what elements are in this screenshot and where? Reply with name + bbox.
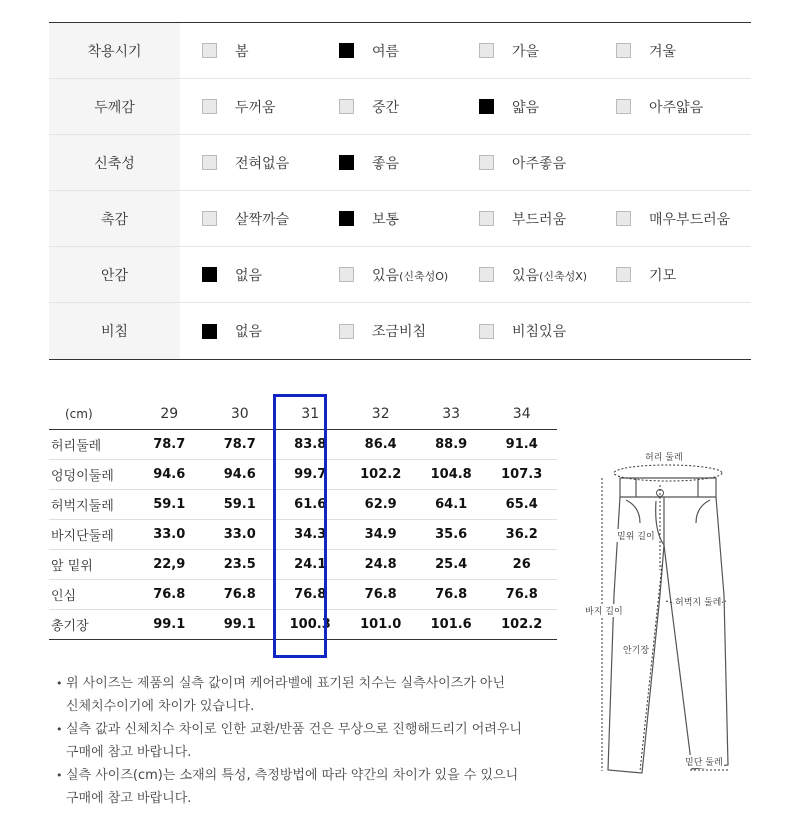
table-row bbox=[49, 609, 557, 639]
measurement-value: 33.0 bbox=[223, 526, 256, 542]
measurement-value: 65.4 bbox=[505, 496, 538, 512]
note-line: • 실측 값과 신체치수 차이로 인한 교환/반품 건은 무상으로 진행해드리기 어려우니 bbox=[66, 722, 522, 737]
unchecked-box-icon bbox=[339, 267, 354, 282]
measurement-name: 바지단둘레 bbox=[51, 528, 114, 544]
inseam-label: 안기장 bbox=[622, 643, 650, 656]
unchecked-box-icon bbox=[616, 43, 631, 58]
measurement-value: 33.0 bbox=[153, 526, 186, 542]
measurement-name: 엉덩이둘레 bbox=[51, 468, 114, 484]
waist-label: 허리 둘레 bbox=[644, 450, 684, 463]
attribute-option bbox=[202, 191, 289, 246]
measurement-value: 78.7 bbox=[223, 436, 256, 452]
measurement-value: 99.1 bbox=[153, 616, 186, 632]
attribute-options bbox=[180, 191, 751, 246]
measurement-value: 59.1 bbox=[223, 496, 256, 512]
attribute-row bbox=[49, 79, 751, 135]
option-label: 전혀없음 bbox=[235, 155, 290, 172]
attribute-row bbox=[49, 303, 751, 359]
checked-box-icon bbox=[202, 324, 217, 339]
attribute-row bbox=[49, 23, 751, 79]
option-label: 봄 bbox=[235, 43, 249, 60]
option-label: 부드러움 bbox=[512, 211, 567, 228]
option-label: 비침있음 bbox=[512, 324, 567, 340]
note-line: 신체치수이기에 차이가 있습니다. bbox=[66, 699, 255, 714]
measurement-value: 61.6 bbox=[294, 496, 327, 512]
measurement-value: 101.0 bbox=[360, 616, 402, 632]
attribute-option bbox=[479, 303, 566, 359]
attribute-options bbox=[180, 303, 751, 359]
attribute-row bbox=[49, 247, 751, 303]
measurement-value: 62.9 bbox=[364, 496, 397, 512]
attribute-option bbox=[616, 247, 676, 302]
measurement-value: 76.8 bbox=[435, 586, 468, 602]
note-item bbox=[56, 672, 546, 718]
unchecked-box-icon bbox=[479, 43, 494, 58]
checked-box-icon bbox=[339, 155, 354, 170]
attribute-option bbox=[479, 79, 539, 134]
unchecked-box-icon bbox=[479, 324, 494, 339]
option-label: 살짝까슬 bbox=[235, 211, 290, 228]
measurement-value: 83.8 bbox=[294, 436, 327, 452]
attribute-options bbox=[180, 247, 751, 302]
rise-label: 밑위 길이 bbox=[616, 529, 656, 542]
measurement-value: 99.7 bbox=[294, 466, 327, 482]
option-label: 좋음 bbox=[372, 155, 400, 172]
note-item bbox=[56, 764, 546, 810]
measurement-value: 102.2 bbox=[360, 466, 402, 482]
pants-measurement-diagram bbox=[578, 445, 758, 780]
note-line: 구매에 참고 바랍니다. bbox=[66, 791, 192, 806]
unchecked-box-icon bbox=[616, 99, 631, 114]
size-column-header: 29 bbox=[134, 400, 204, 429]
measurement-name: 허벅지둘레 bbox=[51, 498, 114, 514]
fabric-attributes-table bbox=[49, 22, 751, 360]
checked-box-icon bbox=[202, 267, 217, 282]
measurement-value: 99.1 bbox=[223, 616, 256, 632]
unchecked-box-icon bbox=[339, 99, 354, 114]
option-label: 아주좋음 bbox=[512, 155, 567, 172]
attribute-option bbox=[339, 303, 426, 359]
attribute-option bbox=[479, 191, 566, 246]
measurement-value: 100.3 bbox=[289, 616, 331, 632]
unchecked-box-icon bbox=[479, 267, 494, 282]
option-label: 있음(신축성X) bbox=[512, 267, 588, 284]
attribute-option bbox=[202, 23, 249, 78]
checked-box-icon bbox=[479, 99, 494, 114]
option-label: 여름 bbox=[372, 43, 400, 60]
option-label: 매우부드러움 bbox=[649, 211, 731, 228]
measurement-value: 34.9 bbox=[364, 526, 397, 542]
option-label: 조금비침 bbox=[372, 324, 427, 340]
unchecked-box-icon bbox=[479, 155, 494, 170]
measurement-value: 78.7 bbox=[153, 436, 186, 452]
option-label: 겨울 bbox=[649, 43, 677, 60]
measurement-value: 64.1 bbox=[435, 496, 468, 512]
measurement-value: 36.2 bbox=[505, 526, 538, 542]
measurement-value: 76.8 bbox=[153, 586, 186, 602]
measurement-value: 76.8 bbox=[294, 586, 327, 602]
option-label: 없음 bbox=[235, 324, 263, 340]
attribute-label: 촉감 bbox=[49, 191, 180, 246]
measurement-value: 26 bbox=[512, 556, 531, 572]
checked-box-icon bbox=[339, 43, 354, 58]
hem-label: 밑단 둘레 bbox=[684, 755, 724, 768]
option-label: 없음 bbox=[235, 267, 263, 284]
option-label: 있음(신축성O) bbox=[372, 267, 449, 284]
measurement-value: 104.8 bbox=[430, 466, 472, 482]
measurement-value: 76.8 bbox=[223, 586, 256, 602]
measurement-name: 허리둘레 bbox=[51, 438, 102, 454]
option-label: 기모 bbox=[649, 267, 677, 284]
attribute-option bbox=[339, 247, 448, 302]
checked-box-icon bbox=[339, 211, 354, 226]
size-column-header: 30 bbox=[204, 400, 274, 429]
attribute-option bbox=[616, 191, 730, 246]
option-label: 아주얇음 bbox=[649, 99, 704, 116]
table-row bbox=[49, 549, 557, 579]
attribute-option bbox=[202, 303, 262, 359]
size-column-header: 31 bbox=[275, 400, 345, 429]
attribute-option bbox=[479, 23, 539, 78]
unchecked-box-icon bbox=[339, 324, 354, 339]
attribute-row bbox=[49, 135, 751, 191]
attribute-label: 착용시기 bbox=[49, 23, 180, 78]
size-notes bbox=[56, 672, 546, 810]
size-column-header: 34 bbox=[486, 400, 557, 429]
thigh-label: 허벅지 둘레 bbox=[674, 595, 722, 608]
attribute-label: 비침 bbox=[49, 303, 180, 359]
size-column-header: 32 bbox=[345, 400, 415, 429]
unchecked-box-icon bbox=[202, 155, 217, 170]
measurement-value: 25.4 bbox=[435, 556, 468, 572]
option-label: 보통 bbox=[372, 211, 400, 228]
option-label: 가을 bbox=[512, 43, 540, 60]
attribute-options bbox=[180, 23, 751, 78]
measurement-value: 34.3 bbox=[294, 526, 327, 542]
measurement-value: 35.6 bbox=[435, 526, 468, 542]
table-row bbox=[49, 519, 557, 549]
size-column-header: 33 bbox=[416, 400, 486, 429]
unchecked-box-icon bbox=[479, 211, 494, 226]
measurement-value: 88.9 bbox=[435, 436, 468, 452]
measurement-value: 107.3 bbox=[501, 466, 543, 482]
attribute-label: 신축성 bbox=[49, 135, 180, 190]
note-line: 구매에 참고 바랍니다. bbox=[66, 745, 192, 760]
unit-label: (cm) bbox=[49, 400, 134, 429]
unchecked-box-icon bbox=[616, 267, 631, 282]
attribute-option bbox=[479, 135, 566, 190]
unchecked-box-icon bbox=[616, 211, 631, 226]
attribute-option bbox=[479, 247, 587, 302]
unchecked-box-icon bbox=[202, 99, 217, 114]
measurement-value: 76.8 bbox=[364, 586, 397, 602]
measurement-value: 23.5 bbox=[223, 556, 256, 572]
attribute-options bbox=[180, 135, 751, 190]
option-sublabel: (신축성X) bbox=[539, 269, 588, 283]
note-item bbox=[56, 718, 546, 764]
attribute-option bbox=[339, 191, 399, 246]
unchecked-box-icon bbox=[202, 43, 217, 58]
attribute-option bbox=[616, 79, 703, 134]
measurement-name: 앞 밑위 bbox=[51, 558, 93, 574]
attribute-option bbox=[339, 79, 399, 134]
attribute-label: 안감 bbox=[49, 247, 180, 302]
measurement-name: 인심 bbox=[51, 588, 77, 604]
measurement-value: 22,9 bbox=[153, 556, 186, 572]
size-chart-table bbox=[49, 400, 557, 640]
unchecked-box-icon bbox=[202, 211, 217, 226]
measurement-value: 102.2 bbox=[501, 616, 543, 632]
option-sublabel: (신축성O) bbox=[399, 269, 449, 283]
table-row bbox=[49, 489, 557, 519]
note-line: • 위 사이즈는 제품의 실측 값이며 케어라벨에 표기된 치수는 실측사이즈가 아닌 bbox=[66, 676, 506, 691]
measurement-value: 94.6 bbox=[223, 466, 256, 482]
measurement-value: 86.4 bbox=[364, 436, 397, 452]
attribute-option bbox=[339, 23, 399, 78]
size-header-row bbox=[49, 400, 557, 429]
option-label: 두꺼움 bbox=[235, 99, 276, 116]
measurement-value: 24.1 bbox=[294, 556, 327, 572]
measurement-name: 총기장 bbox=[51, 618, 89, 634]
attribute-option bbox=[202, 135, 289, 190]
measurement-value: 101.6 bbox=[430, 616, 472, 632]
option-label: 중간 bbox=[372, 99, 400, 116]
table-row bbox=[49, 579, 557, 609]
measurement-value: 94.6 bbox=[153, 466, 186, 482]
length-label: 바지 길이 bbox=[584, 604, 624, 617]
attribute-option bbox=[202, 79, 276, 134]
measurement-value: 24.8 bbox=[364, 556, 397, 572]
measurement-value: 59.1 bbox=[153, 496, 186, 512]
attribute-option bbox=[202, 247, 262, 302]
attribute-option bbox=[616, 23, 676, 78]
measurement-value: 76.8 bbox=[505, 586, 538, 602]
measurement-value: 91.4 bbox=[505, 436, 538, 452]
attribute-options bbox=[180, 79, 751, 134]
option-label: 얇음 bbox=[512, 99, 540, 116]
note-line: • 실측 사이즈(cm)는 소재의 특성, 측정방법에 따라 약간의 차이가 있을 수 있으니 bbox=[66, 768, 519, 783]
attribute-label: 두께감 bbox=[49, 79, 180, 134]
attribute-row bbox=[49, 191, 751, 247]
table-row bbox=[49, 459, 557, 489]
attribute-option bbox=[339, 135, 399, 190]
table-row bbox=[49, 429, 557, 459]
